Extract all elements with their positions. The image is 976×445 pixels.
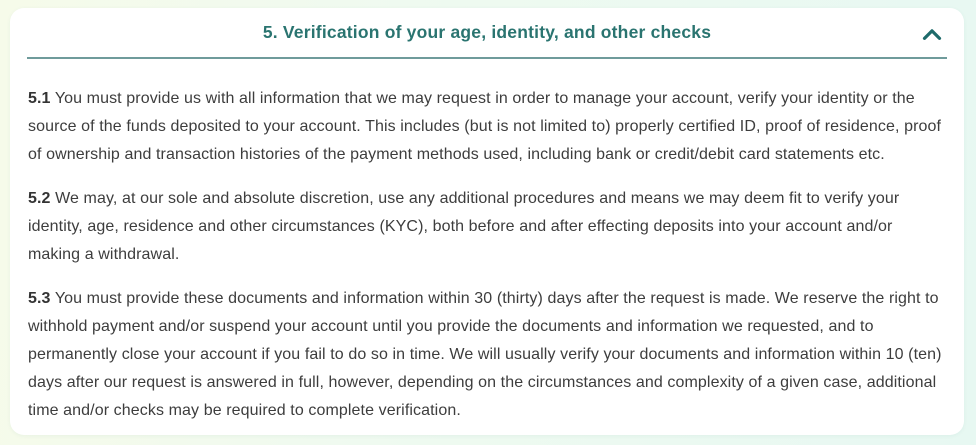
terms-section-card [10,8,964,435]
clause-5-2 [28,185,946,269]
chevron-up-icon [922,28,942,43]
clause-text: We may, at our sole and absolute discretion, use any additional procedures and means we may deem fit to verify your identity, age, residence and other circumstances (KYC), both before and after effecting deposits into your account and/or making a withdrawal. [28,190,900,263]
clause-5-1 [28,85,946,169]
clause-number: 5.3 [28,290,51,307]
section-body [10,59,964,445]
clause-number: 5.2 [28,190,51,207]
accordion-header[interactable] [10,8,964,57]
section-title: 5. Verification of your age, identity, and other checks [262,22,712,42]
clause-number: 5.1 [28,90,51,107]
clause-text: You must provide these documents and information within 30 (thirty) days after the request is made. We reserve the right to withhold payment and/or suspend your account until you provide the documents and information we requested, and to permanently close your account if you fail to do so in time. We will usually verify your documents and information within 10 (ten) days after our request is answered in full, however, depending on the circumstances and complexity of a given case, additional time and/or checks may be required to complete verification. [28,290,942,419]
collapse-section-button[interactable] [920,25,944,42]
clause-5-3 [28,285,946,425]
clause-text: You must provide us with all information that we may request in order to manage your account, verify your identity or the source of the funds deposited to your account. This includes (but is not limited to) properly certified ID, proof of residence, proof of ownership and transaction histories of the payment methods used, including bank or credit/debit card statements etc. [28,90,942,163]
